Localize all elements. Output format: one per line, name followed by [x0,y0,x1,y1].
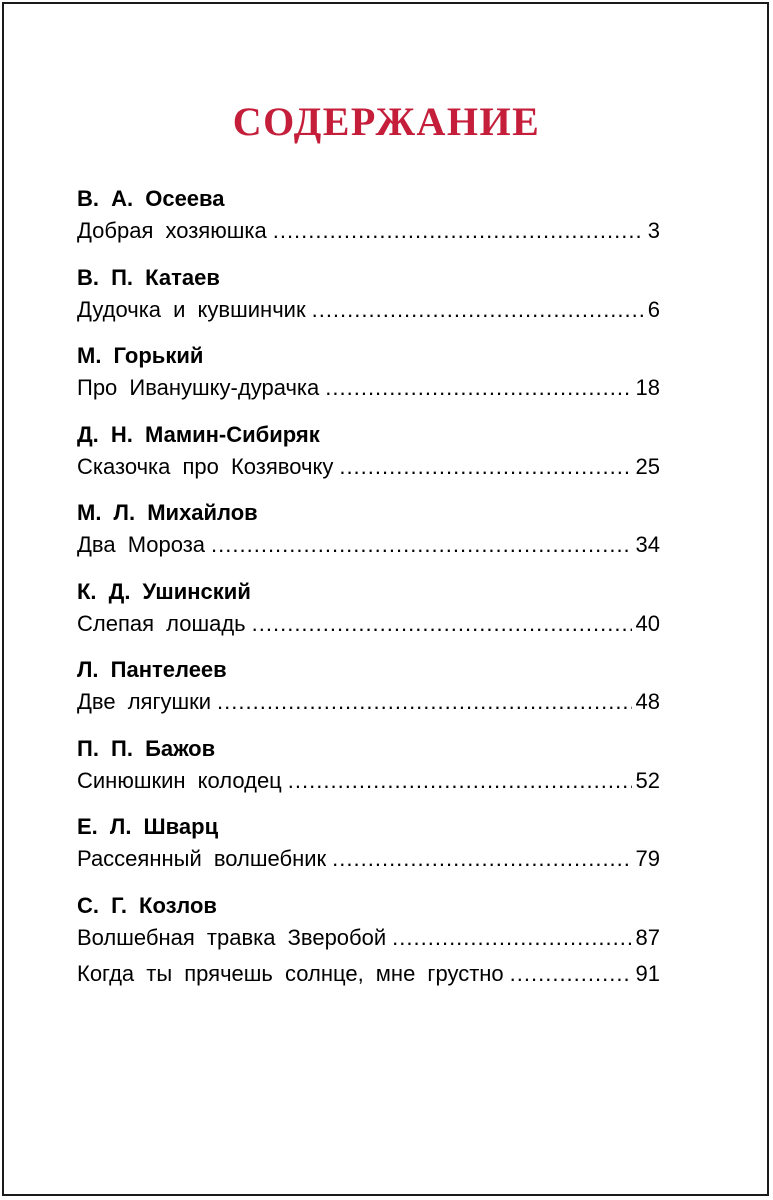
toc-author: К. Д. Ушинский [77,578,251,604]
toc-author: С. Г. Козлов [77,892,217,918]
toc-entry[interactable] [77,530,660,560]
toc-entry-title: Слепая лошадь [77,610,246,636]
toc-group [77,420,660,499]
dot-leader [273,216,644,246]
toc-entry-title: Два Мороза [77,532,206,557]
dot-leader [332,844,631,874]
toc-entry-title: Две лягушки [77,689,212,714]
toc-entry-page: 79 [635,846,660,871]
toc-author: В. П. Катаев [77,264,220,290]
table-of-contents [77,184,660,986]
toc-author: Е. Л. Шварц [77,814,219,839]
toc-entry[interactable] [77,923,660,953]
dot-leader [312,295,644,325]
dot-leader [325,373,631,403]
toc-entry-page: 52 [635,767,660,793]
dot-leader [211,530,631,560]
toc-entry-page: 25 [635,453,660,479]
toc-group [77,184,660,263]
dot-leader [392,923,631,953]
toc-entry-page: 18 [635,375,660,400]
toc-entry-title: Когда ты прячешь солнце, мне грустно [77,960,504,986]
toc-group [77,498,660,577]
toc-entry[interactable] [77,295,660,325]
dot-leader [510,959,632,989]
toc-entry[interactable] [77,216,660,246]
toc-entry[interactable] [77,609,660,639]
toc-author: М. Л. Михайлов [77,500,258,525]
toc-entry-page: 48 [635,689,660,714]
toc-group [77,812,660,891]
toc-group [77,577,660,656]
toc-entry-title: Дудочка и кувшинчик [77,296,306,322]
toc-entry[interactable] [77,452,660,482]
toc-entry-title: Сказочка про Козявочку [77,453,334,479]
toc-entry[interactable] [77,766,660,796]
toc-entry[interactable] [77,959,660,989]
toc-entry[interactable] [77,844,660,874]
toc-author: Д. Н. Мамин-Сибиряк [77,421,320,447]
toc-entry[interactable] [77,373,660,403]
toc-entry-page: 40 [635,610,660,636]
toc-entry-page: 87 [635,924,660,950]
toc-entry-page: 6 [647,296,660,322]
dot-leader [339,452,631,482]
toc-group [77,263,660,342]
toc-entry-title: Синюшкин колодец [77,767,282,793]
toc-group [77,734,660,813]
toc-author: В. А. Осеева [77,186,225,211]
toc-entry-title: Волшебная травка Зверобой [77,924,387,950]
page-title: СОДЕРЖАНИЕ [232,99,541,144]
dot-leader [217,687,631,717]
dot-leader [288,766,632,796]
toc-entry-page: 3 [647,218,660,243]
toc-entry-page: 34 [635,532,660,557]
toc-author: Л. Пантелеев [77,657,227,682]
toc-group [77,891,660,986]
toc-author: П. П. Бажов [77,735,216,761]
toc-group [77,341,660,420]
toc-entry-title: Рассеянный волшебник [77,846,327,871]
toc-entry[interactable] [77,687,660,717]
toc-entry-title: Добрая хозяюшка [77,218,267,243]
toc-entry-title: Про Иванушку-дурачка [77,375,320,400]
toc-group [77,655,660,734]
toc-author: М. Горький [77,343,204,368]
dot-leader [252,609,632,639]
toc-entry-page: 91 [635,960,660,986]
